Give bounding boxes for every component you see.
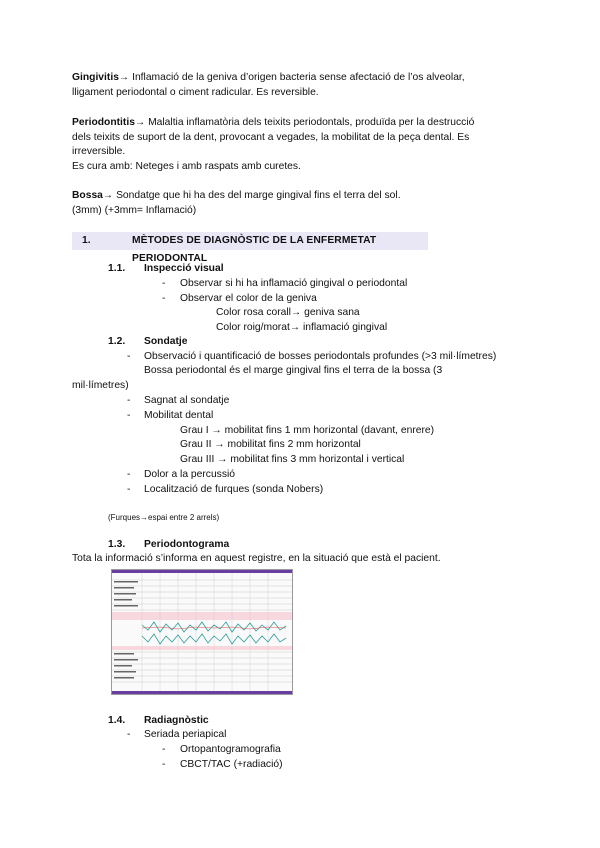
bullet-dash: -	[127, 410, 131, 421]
gingivitis-text: Inflamació de la geniva d’origen bacteria sense afectació de l’os alveolar,	[129, 72, 465, 83]
bullet-dash: -	[127, 469, 131, 480]
bullet-text: Observar si hi ha inflamació gingival o periodontal	[180, 278, 408, 289]
periodontitis-line-4: Es cura amb: Neteges i amb raspats amb curetes.	[72, 161, 301, 172]
periodontogram-graphic	[112, 570, 292, 694]
subsection-number: 1.3.	[108, 539, 126, 550]
bullet-text: Seriada periapical	[144, 729, 227, 740]
periodontogram-image	[111, 569, 293, 695]
bullet-dash: -	[162, 293, 166, 304]
gingivitis-line-2: lligament periodontal o ciment radicular. Es reversible.	[72, 87, 319, 98]
periodontitis-line-1	[72, 116, 474, 130]
arrow: →	[134, 117, 146, 128]
color-item: Color rosa corall→ geniva sana	[216, 307, 360, 318]
note: (Furques→espai entre 2 arrels)	[108, 513, 220, 522]
section-heading	[72, 232, 428, 264]
section-number: 1.	[82, 235, 91, 246]
bullet-text: CBCT/TAC (+radiació)	[180, 759, 283, 770]
bossa-line-1	[72, 189, 401, 203]
periodontitis-term: Periodontitis	[72, 117, 135, 128]
bullet-text-continued: mil·límetres)	[72, 380, 129, 391]
grade-item: Grau II → mobilitat fins 2 mm horizontal	[180, 439, 361, 450]
gingivitis-term: Gingivitis	[72, 72, 119, 83]
gingivitis-line-1	[72, 71, 465, 85]
bullet-text: Observació i quantificació de bosses periodontals profundes (>3 mil·límetres)	[144, 351, 497, 362]
subsection-number: 1.1.	[108, 263, 126, 274]
bullet-text: Mobilitat dental	[144, 410, 214, 421]
subsection-title: Inspecció visual	[144, 263, 224, 274]
bossa-line-2: (3mm) (+3mm= Inflamació)	[72, 205, 197, 216]
color-item: Color roig/morat→ inflamació gingival	[216, 322, 388, 333]
grade-item: Grau I → mobilitat fins 1 mm horizontal (davant, enrere)	[180, 425, 435, 436]
bullet-text: Dolor a la percussió	[144, 469, 235, 480]
bullet-dash: -	[127, 351, 131, 362]
bullet-dash: -	[162, 744, 166, 755]
bullet-dash: -	[162, 278, 166, 289]
bullet-text-continued: Bossa periodontal és el marge gingival fins el terra de la bossa (3	[144, 365, 443, 376]
subsection-title: Radiagnòstic	[144, 715, 209, 726]
arrow: →	[102, 190, 114, 201]
periodontitis-text: Malaltia inflamatòria dels teixits periodontals, produïda per la destrucció	[145, 117, 475, 128]
periodontitis-line-2: dels teixits de suport de la dent, provocant a vegades, la mobilitat de la peça dental. Es	[72, 132, 470, 143]
subsection-number: 1.2.	[108, 336, 126, 347]
bullet-dash: -	[127, 395, 131, 406]
grade-item: Grau III → mobilitat fins 3 mm horizontal i vertical	[180, 454, 405, 465]
subsection-number: 1.4.	[108, 715, 126, 726]
bossa-term: Bossa	[72, 190, 103, 201]
paragraph: Tota la informació s’informa en aquest registre, en la situació que està el pacient.	[72, 553, 441, 564]
subsection-title: Sondatje	[144, 336, 188, 347]
bullet-text: Sagnat al sondatje	[144, 395, 230, 406]
bullet-text: Ortopantogramografia	[180, 744, 281, 755]
subsection-title: Periodontograma	[144, 539, 230, 550]
arrow: →	[118, 72, 130, 83]
section-title: MÈTODES DE DIAGNÒSTIC DE LA ENFERMETAT PERIODONTAL	[132, 235, 377, 264]
periodontitis-line-3: irreversible.	[72, 146, 126, 157]
bullet-dash: -	[162, 759, 166, 770]
bullet-dash: -	[127, 729, 131, 740]
bullet-dash: -	[127, 484, 131, 495]
bullet-text: Localització de furques (sonda Nobers)	[144, 484, 324, 495]
bullet-text: Observar el color de la geniva	[180, 293, 317, 304]
bossa-text: Sondatge que hi ha des del marge gingival fins el terra del sol.	[113, 190, 401, 201]
